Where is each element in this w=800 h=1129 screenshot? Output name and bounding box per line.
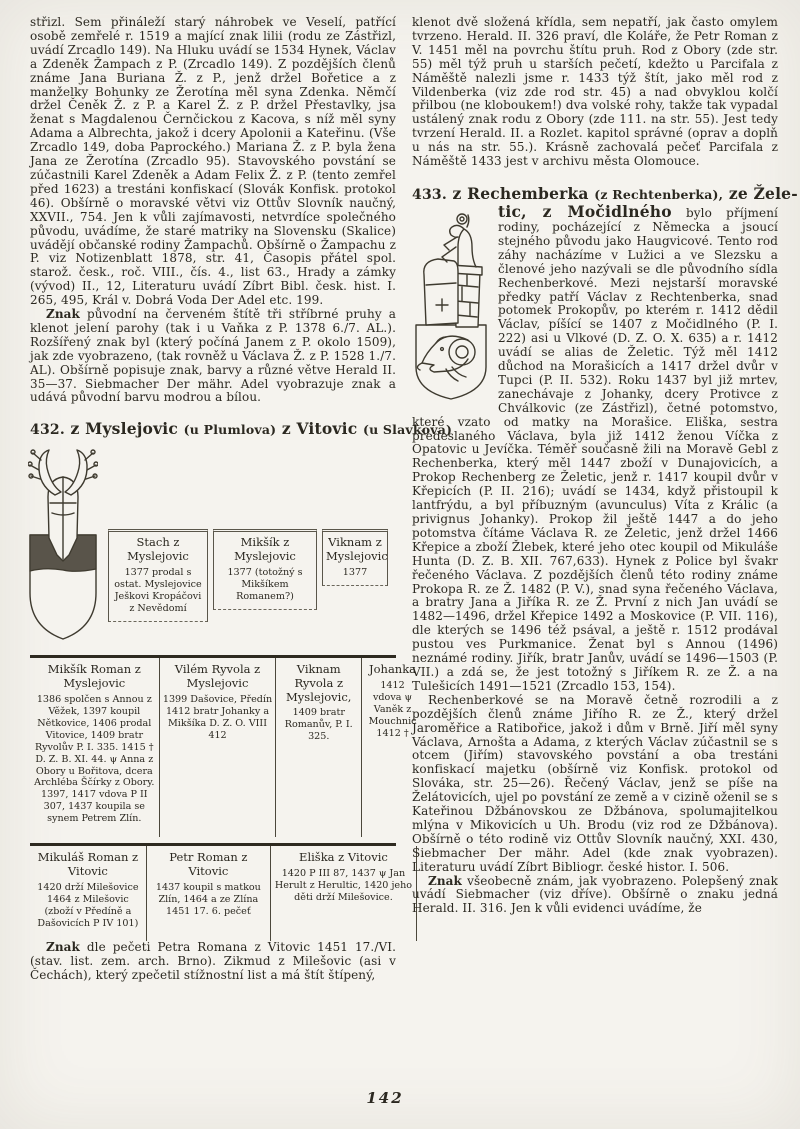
- left-paragraph-znak-2: [30, 941, 396, 983]
- section-432-figure-and-row1: [30, 443, 396, 649]
- alt-name-note: (z Rechtenberka),: [594, 186, 724, 202]
- genealogy-cell: [146, 846, 270, 941]
- left-paragraph-znak: [30, 308, 396, 405]
- person-note: 1386 spolčen s Annou z Věžek, 1397 koupil Nětkovice, 1406 prodal Vitovice, 1409 bratr Ryvolův P. I. 335. 1415 † D. Z. B. XI. 44. ψ Anna z Obory u Bořitova, dcera Archléba Ščírky z Obory. 1397, 1417 vdova P II 307, 1437 koupila se synem Petrem Zlín.: [34, 693, 155, 825]
- person-name: Mikšík z Myslejovic: [234, 535, 296, 564]
- person-note: 1420 drží Milešovice 1464 z Milešovic (zboží v Předíně a Dašovicích P IV 101): [37, 881, 139, 929]
- place-note: (u Plumlova): [183, 422, 277, 438]
- person-name: Mikšík Roman z Myslejovic: [47, 662, 141, 691]
- section-number: 432.: [30, 422, 65, 439]
- genealogy-cell: [30, 658, 159, 837]
- section-433-body-text: bylo příjmení rodiny, pocházející z Německa a jsoucí stejného původu jako Haugvicové. Tento rod záhy nacházíme v Lužici a ve Slezsku a členové jeho nazývali se dle původního sídla Rechenberkové. Mezi nejstarší moravské předky patří Václav z Rechtenberka, snad potomek Prokopův, po kterém r. 1412 dědil Václav, píšící se 1407 z Močidlného (P. I. 222) asi u Vlkové (D. Z. O. X. 635) a r. 1412 uvádí se alias de Želetic. Týž měl 1412 důchod na Morašicích a 1417 držel dvůr v Tupci (P. II. 532). Roku 1437 byl již mrtev, zanechávaje z Johanky, dcery Protivce z Chválkovic (ze Zástřizl), četné potomstvo, které vzato od matky na Morašice. Eliška, sestra předeslaného Václava, byla již 1412 ženou Víčka z Opatovic u Jevíčka. Téměř současně žili na Moravě Gebl z Rechenberka, který měl 1447 zboží v Dunajovicích, a Prokop Rechenberg ze Želetic, jenž r. 1417 koupil dvůr v Křepicích (P. II. 216); uvádí se 1434, když přistoupil k lantfrýdu, a byl příbuzným (avunculus) Víta z Králic (a privignus Johanky). Prokop žil ještě 1447 a do jeho potomstva čítáme Václava R. ze Želetic, jenž držel 1466 Křepice a zboží Žlebek, které jeho otec koupil od Mikuláše Hunta (D. Z. B. XII. 767,633). Hynek z Police byl švakr řečeného Václava. Z pozdějších členů této rodiny známe Prokopa R. ze Ž. 1482 (P. V.), snad syna řečeného Václava, a bratry Jana a Jiříka R. ze Ž. První z nich Jan uvádí se 1482—1496, držel Křepice 1492 a Moskovice (P. VII. 116), dle kterých se 1496 též psával, a ještě r. 1512 prodával pustou ves Purkmanice. Ženat byl s Annou (1496) neznámé rodiny. Jiřík, bratr Janův, uvádí se 1496—1503 (P. VII.) a zdá se, že jest totožný s Jiříkem R. ze Ž. a na Tulešicích 1491—1521 (Zrcadlo 153, 154).: [412, 206, 778, 693]
- section-433-heading: [412, 183, 798, 203]
- right-paragraph-1: klenot dvě složená křídla, sem nepatří, jak často omylem tvrzeno. Herald. II. 326 praví, dle Koláře, že Petr Roman z V. 1451 měl na povrchu štítu pruh. Rod z Obory (zde str. 55) měl týž pruh u starších pečetí, kdežto u Parcifala z Náměště nalezli jsme r. 1433 týž štít, jako měl rod z Vildenberka (viz zde rod str. 45) a nad obvyklou kolčí přilbou (ne kloboukem!) dva volské rohy, takže tak vypadal ustálený znak rodu z Obory (zde 111. na str. 55). Jest tedy tvrzení Herald. II. a Rozlet. kapitol správné (oprav a doplň u nás na str. 55.). Krásně zachovalá pečeť Parcifala z Náměště 1433 jest v archivu města Olomouce.: [412, 15, 778, 169]
- bold-lead-znak: Znak: [46, 307, 80, 322]
- genealogy-row-2: [30, 655, 417, 837]
- paragraph-text: původní na červeném štítě tři stříbrné pruhy a klenot jelení parohy (tak i u Vaňka z P. 1378 6./7. AL.). Rozšířený znak byl (který počíná Janem z P. okolo 1509), jak zde vyobrazeno, (tak rovněž u Václava Ž. z P. 1528 1./7. AL). Obšírně popisuje znak, barvy a různé větve Herald II. 35—37. Siebmacher Der mähr. Adel vyobrazuje znak a udává původní barvu modrou a bílou.: [30, 307, 396, 405]
- person-note: 1377: [342, 566, 368, 578]
- section-433-paragraph: [412, 202, 778, 694]
- person-note: 1377 prodal s ostat. Myslejovice Ješkovi Kropáčovi z Nevědomí: [114, 566, 202, 614]
- paragraph-text: dle pečeti Petra Romana z Vitovic 1451 17./VI. (stav. list. zem. arch. Brno). Zikmud z Milešovic (asi v Čechách), který zpečetil stížnostní list a má štít štípený,: [30, 940, 396, 983]
- left-paragraph-1: střizl. Sem přináleží starý náhrobek ve Veselí, patřící osobě zemřelé r. 1519 a mající znak lilii (rodu ze Zástřizl, uvádí Zrcadlo 149). Na Hluku uvádí se 1534 Hynek, Václav a Zdeněk Žampach z P. (Zrcadlo 149). Z pozdějších členů známe Jana Buriana Ž. z P., jenž držel Bořetice a z manželky Bohunky ze Žerotína měl syna Zdenka. Němčí držel Čeněk Ž. z P. a Karel Ž. z P. držel Přestavlky, jsa ženat s Magdalenou Černčickou z Kacova, s níž měl syny Adama a Albrechta, jakož i dcery Apolonii a Kateřinu. (Vše Zrcadlo 149, doba Paprockého.) Mariana Ž. z P. byla žena Jana ze Žerotína (Zrcadlo 95). Stavovského povstání se zúčastnili Karel Zdeněk a Adam Felix Ž. z P. (tento zemřel před 1623) a trestáni konfiskací (Slovák Konfisk. protokol 46). Obšírně o moravské větvi viz Ottův Slovník naučný, XXVII., 754. Jen k vůli zajímavosti, netvrdíce společného původu, uvádíme, že staré matriky na Slovensku (Skalice) uvádějí občanské rodiny Žampachů. Obšírně o Žampachu z P. viz Notizenblatt 1878, str. 41, Časopis přátel spol. starož. česk., roč. VIII., čís. 4., list 63., Hrady a zámky (vývod) II., 12, Literaturu uvádí Zíbrt Bibl. česk. hist. I. 265, 495, Král v. Dobrá Voda Der Adel etc. 199.: [30, 15, 396, 308]
- ram-arms-drawing: [412, 207, 490, 401]
- person-name: Johanka: [369, 662, 417, 677]
- section-433-heading-continued: tic, z Močidlného: [498, 202, 672, 222]
- genealogy-cell: [322, 529, 388, 585]
- person-name: Viknam z Myslejovic: [326, 535, 388, 564]
- myslejovic-arms-illustration: [28, 443, 100, 648]
- right-paragraph-znak: [412, 875, 778, 917]
- family-name: z Rechemberka: [452, 183, 589, 203]
- person-name: Vilém Ryvola z Myslejovic: [174, 662, 261, 691]
- person-note: 1420 P III 87, 1437 ψ Jan Herult z Herultic, 1420 jeho děti drží Milešovice.: [274, 867, 413, 903]
- genealogy-cell: [159, 658, 276, 837]
- genealogy-cell: [30, 846, 146, 941]
- person-note: 1377 (totožný s Mikšíkem Romanem?): [227, 566, 303, 602]
- rechemberka-arms-illustration: [412, 207, 490, 401]
- person-name: Mikuláš Roman z Vitovic: [37, 850, 139, 878]
- person-note: 1399 Dašovice, Předín 1412 bratr Johanky a Mikšíka D. Z. O. VIII 412: [162, 693, 273, 741]
- section-432-heading: [30, 419, 453, 439]
- paragraph-text: všeobecně znám, jak vyobrazeno. Polepšený znak uvádí Siebmacher (viz dříve). Obšírně o znaku jedná Herald. II. 316. Jen k vůli evidenci uvádíme, že: [412, 873, 778, 916]
- genealogy-cell: [275, 658, 361, 837]
- bold-lead-znak: Znak: [428, 873, 462, 888]
- person-name: Viknam Ryvola z Myslejovic,: [286, 662, 352, 704]
- family-name: z Vitovic: [281, 419, 358, 439]
- person-name: Eliška z Vitovic: [299, 850, 388, 865]
- right-paragraph-3: Rechenberkové se na Moravě četně rozrodili a z pozdějších členů známe Jiřího R. ze Ž., který držel Jaroměřice a Ratibořice, jakož i dům v Brně. Jiří měl syny Václava, Arnošta a Adama, z kterých Václav zúčastnil se s otcem (Jiřím) stavovského povstání a oba trestáni konfiskací majetku (obšírně viz Konfisk. protokol od Slováka, str. 25—26). Řečený Václav, jenž se píše na Želátovicích, ujel po povstání ze země a v cizině oženil se s Kateřinou Džbánovskou ze Džbánova, spolumajitelkou mlýna v Mikovicích u Uh. Brodu (viz rod ze Džbánova). Obšírně o této rodině viz Ottův Slovník naučný, XXI. 430, Siebmacher Der mähr. Adel (kde znak vyobrazen). Literaturu uvádí Zíbrt Bibliogr. české histor. I. 506.: [412, 692, 778, 874]
- right-column: [412, 15, 798, 983]
- person-note: 1437 koupil s matkou Zlín, 1464 a ze Zlína 1451 17. 6. pečeť: [155, 881, 261, 917]
- genealogy-cell: [108, 529, 208, 621]
- place-note: (u Slavkova): [362, 422, 453, 438]
- person-note: 1412 vdova ψ Vaněk z Mouchnic 1412 †: [368, 680, 417, 739]
- section-number: 433.: [412, 186, 447, 203]
- page-number: 142: [366, 1089, 404, 1107]
- family-name: ze Žele-: [728, 183, 798, 203]
- genealogy-cell: [213, 529, 317, 609]
- person-note: 1409 bratr Romanův, P. I. 325.: [284, 707, 353, 743]
- genealogy-row-3: [30, 843, 413, 941]
- family-name: z Myslejovic: [70, 419, 179, 439]
- genealogy-row-1: [108, 529, 393, 649]
- section-433: [412, 183, 798, 694]
- person-name: Petr Roman z Vitovic: [169, 850, 248, 878]
- helm-and-shield-drawing: [28, 443, 98, 646]
- bold-lead-znak: Znak: [46, 940, 80, 955]
- person-name: Stach z Myslejovic: [127, 535, 189, 564]
- genealogy-cell: [270, 846, 417, 941]
